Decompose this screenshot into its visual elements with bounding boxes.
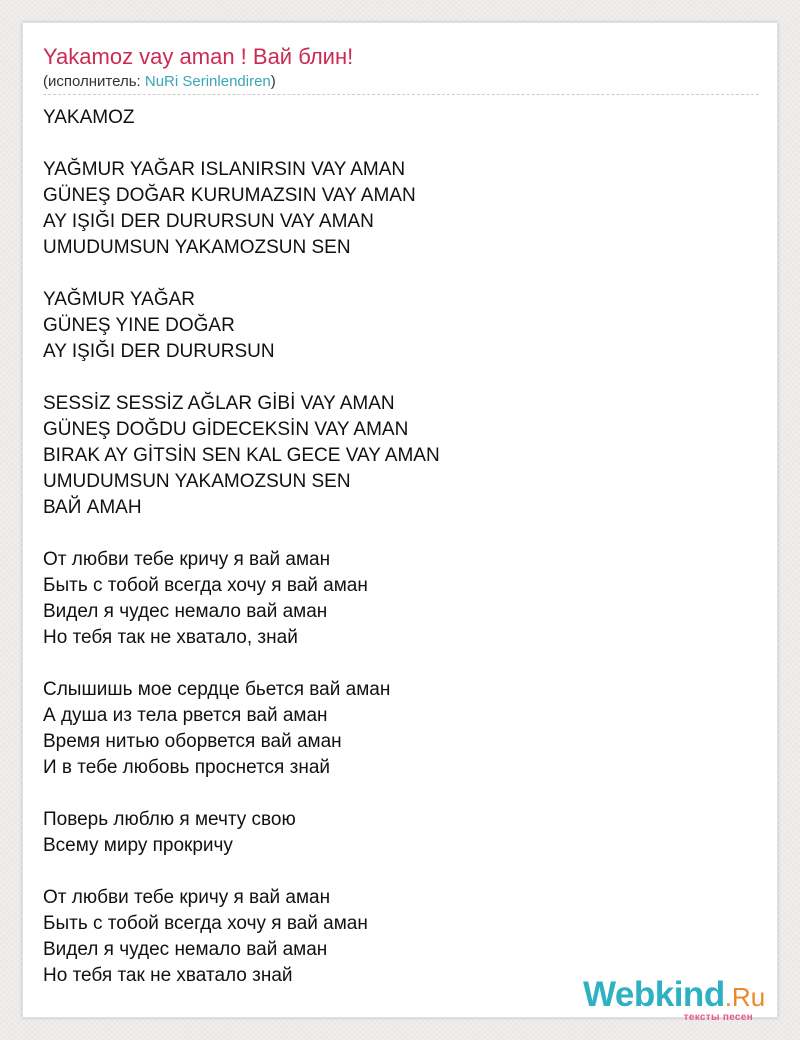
lyric-line: BIRAK AY GİTSİN SEN KAL GECE VAY AMAN [43,445,440,466]
lyric-line: Быть с тобой всегда хочу я вай аман [43,913,368,934]
lyric-line: Но тебя так не хватало знай [43,965,293,986]
lyric-line: От любви тебе кричу я вай аман [43,887,331,908]
lyric-line: Видел я чудес немало вай аман [43,601,328,622]
logo-tagline: тексты песен [683,1012,753,1023]
lyric-line: AY IŞIĞI DER DURURSUN VAY AMAN [43,211,374,232]
webkind-logo[interactable] [583,975,773,1023]
artist-link[interactable]: NuRi Serinlendiren [144,73,271,90]
lyric-line [43,521,743,547]
lyric-line [43,261,743,287]
header-divider [43,94,759,95]
lyric-line: И в тебе любовь проснется знай [43,757,331,778]
lyrics-card [22,22,778,1023]
lyric-line: Но тебя так не хватало, знай [43,627,298,648]
lyric-line [43,131,743,157]
lyrics-text [43,105,743,989]
lyric-line: SESSİZ SESSİZ AĞLAR GİBİ VAY AMAN [43,393,395,414]
song-title: Yakamoz vay aman ! Вай блин! [43,44,354,69]
lyric-line [43,781,743,807]
lyric-line: YAĞMUR YAĞAR [43,289,196,310]
lyric-line [43,365,743,391]
lyric-line: Всему миру прокричу [43,835,233,856]
lyric-line: GÜNEŞ YINE DOĞAR [43,315,235,336]
lyric-line [43,651,743,677]
lyric-line: GÜNEŞ DOĞAR KURUMAZSIN VAY AMAN [43,185,416,206]
logo-main-text: Webkind [583,975,725,1014]
artist-suffix: ) [270,73,276,90]
lyric-line: Видел я чудес немало вай аман [43,939,328,960]
logo-wordmark [583,975,765,1017]
lyric-line: YAKAMOZ [43,107,135,128]
lyric-line: Быть с тобой всегда хочу я вай аман [43,575,368,596]
lyric-line: Поверь люблю я мечту свою [43,809,296,830]
lyric-line: YAĞMUR YAĞAR ISLANIRSIN VAY AMAN [43,159,406,180]
lyric-line: AY IŞIĞI DER DURURSUN [43,341,275,362]
lyric-line: GÜNEŞ DOĞDU GİDECEKSİN VAY AMAN [43,419,409,440]
lyric-line [43,859,743,885]
lyric-line: UMUDUMSUN YAKAMOZSUN SEN [43,471,351,492]
lyric-line: От любви тебе кричу я вай аман [43,549,331,570]
lyric-line: Время нитью оборвется вай аман [43,731,342,752]
artist-line [43,73,276,91]
lyric-line: UMUDUMSUN YAKAMOZSUN SEN [43,237,351,258]
lyric-line: Слышишь мое сердце бьется вай аман [43,679,391,700]
lyric-line: А душа из тела рвется вай аман [43,705,328,726]
lyric-line: ВАЙ АМАН [43,497,142,518]
logo-suffix: .Ru [724,982,766,1012]
artist-prefix: (исполнитель: [43,73,145,90]
